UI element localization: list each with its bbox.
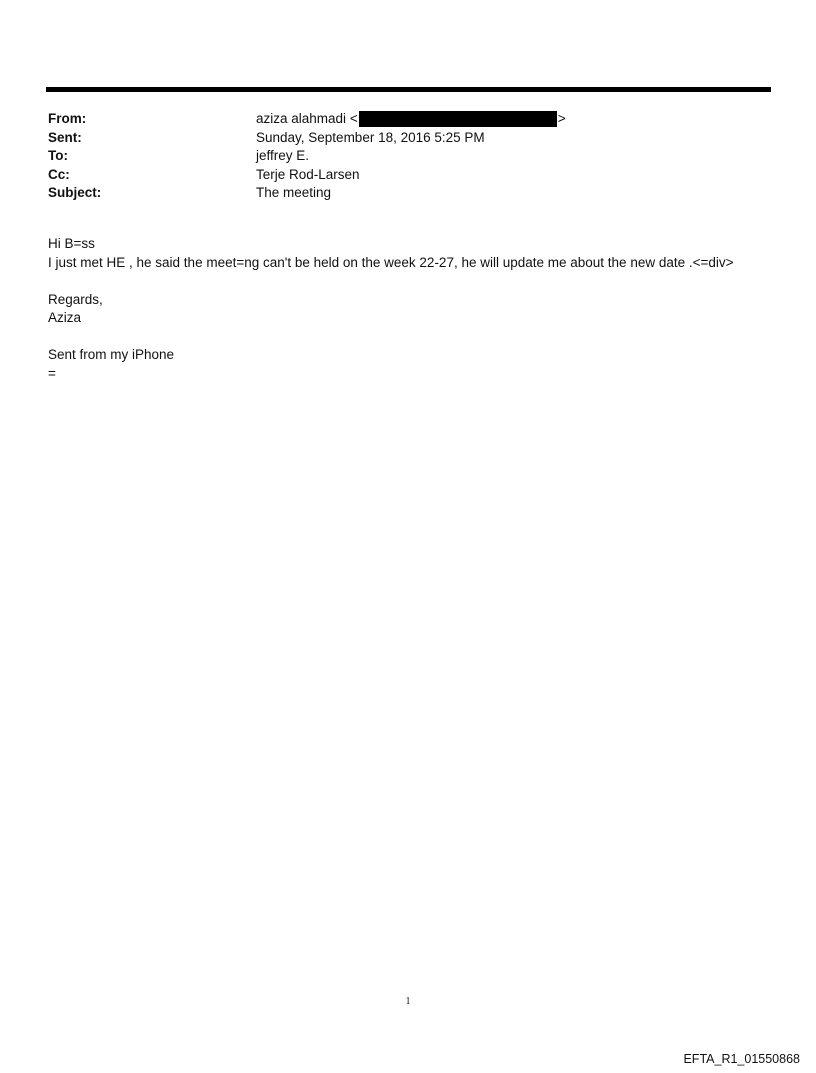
- subject-value: The meeting: [256, 185, 332, 200]
- from-value: [256, 110, 566, 129]
- body-signature: Aziza: [48, 310, 82, 325]
- body-footer: Sent from my iPhone: [48, 347, 175, 362]
- email-header-block: [48, 110, 566, 203]
- header-row-subject: [48, 184, 566, 203]
- header-row-to: [48, 147, 566, 166]
- from-name: aziza alahmadi: [256, 111, 347, 126]
- body-trailing: =: [48, 365, 56, 381]
- header-separator-rule: [46, 87, 771, 92]
- body-message: I just met HE , he said the meet=ng can't be held on the week 22-27, he will update me about the new date .<=div>: [48, 254, 734, 270]
- email-body: [48, 235, 734, 383]
- from-close-bracket: >: [557, 111, 566, 126]
- body-greeting: Hi B=ss: [48, 236, 95, 251]
- redacted-email-address: [359, 111, 557, 127]
- paragraph-gap: [48, 272, 734, 291]
- header-row-cc: [48, 166, 566, 185]
- page-number: 1: [405, 996, 411, 1007]
- cc-label: Cc:: [48, 166, 70, 182]
- document-id: EFTA_R1_01550868: [683, 1052, 800, 1066]
- subject-label: Subject:: [48, 185, 102, 200]
- to-value: jeffrey E.: [256, 148, 310, 163]
- header-row-sent: [48, 129, 566, 148]
- sent-value: Sunday, September 18, 2016 5:25 PM: [256, 129, 485, 145]
- header-row-from: [48, 110, 566, 129]
- paragraph-gap: [48, 328, 734, 347]
- from-open-bracket: <: [349, 111, 358, 126]
- to-label: To:: [48, 148, 68, 163]
- cc-value: Terje Rod-Larsen: [256, 166, 360, 182]
- body-closing: Regards,: [48, 291, 103, 307]
- from-label: From:: [48, 111, 87, 126]
- sent-label: Sent:: [48, 129, 82, 145]
